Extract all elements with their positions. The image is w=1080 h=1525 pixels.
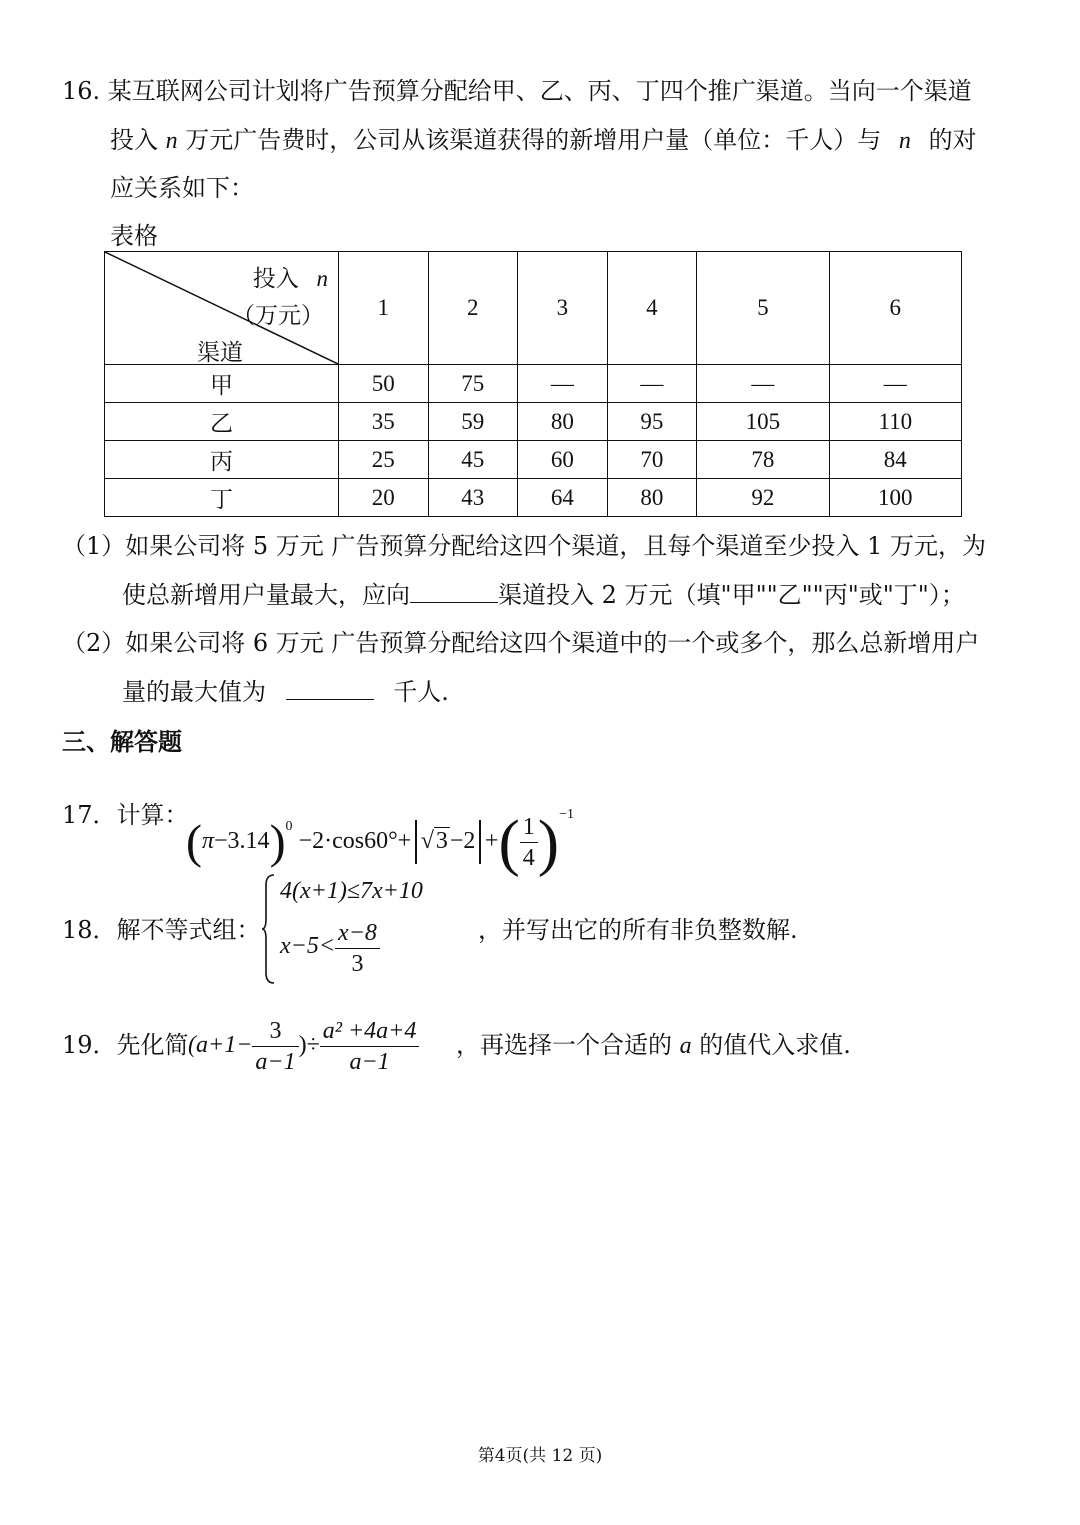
pi-symbol: π xyxy=(201,828,215,854)
corner-label-channel: 渠道 xyxy=(197,340,243,365)
table-row xyxy=(105,403,962,441)
q16-line-2-c: 的对 xyxy=(928,126,977,154)
table-cell: 95 xyxy=(607,403,697,441)
table-cell: 84 xyxy=(829,441,961,479)
q16-line-2-b: 万元广告费时，公司从该渠道获得的新增用户量（单位：千人）与 xyxy=(185,126,882,154)
table-cell: — xyxy=(518,365,608,403)
q16-sub2-line-1: （2）如果公司将 6 万元 广告预算分配给这四个渠道中的一个或多个，那么总新增用户 xyxy=(62,629,980,657)
q16-sub1-line-2-a: 使总新增用户量最大，应向 xyxy=(122,581,410,609)
data-table xyxy=(104,251,962,517)
q16-line-2-a: 投入 xyxy=(110,126,158,154)
q19-tail-a: ，再选择一个合适的 xyxy=(456,1031,672,1059)
q16-sub2-line-2-b: 千人. xyxy=(393,678,449,706)
corner-label-unit: （万元） xyxy=(232,303,324,328)
table-cell: 35 xyxy=(339,403,429,441)
table-cell: 25 xyxy=(339,441,429,479)
row-label: 丙 xyxy=(105,441,339,479)
col-header: 6 xyxy=(829,252,961,365)
table-cell: 110 xyxy=(829,403,961,441)
q19-expression xyxy=(188,1012,419,1078)
abs-bar-right xyxy=(479,820,481,864)
q17-cos-term: −2·cos60°+ xyxy=(298,828,412,854)
paren-open-large: ( xyxy=(498,806,520,878)
q18-inequality-1: 4(x+1)≤7x+10 xyxy=(280,878,423,904)
answer-blank-2[interactable] xyxy=(286,677,374,700)
fraction-x-minus-8-over-3: $\frac{x-8}{3}$ xyxy=(335,918,380,979)
row-label: 丁 xyxy=(105,479,339,517)
table-header-row xyxy=(105,252,962,365)
table-cell: 64 xyxy=(518,479,608,517)
table-cell: 60 xyxy=(518,441,608,479)
table-cell: 78 xyxy=(697,441,829,479)
col-header: 3 xyxy=(518,252,608,365)
fraction-3-over-a-minus-1: $\frac{3}{a-1}$ xyxy=(252,1016,298,1077)
q18-tail: ，并写出它的所有非负整数解. xyxy=(478,916,798,944)
table-cell: 43 xyxy=(428,479,518,517)
q16-line-2 xyxy=(110,125,977,156)
q19-tail-b: 的值代入求值. xyxy=(699,1031,851,1059)
col-header: 5 xyxy=(697,252,829,365)
col-header: 1 xyxy=(339,252,429,365)
table-cell: 100 xyxy=(829,479,961,517)
table-row xyxy=(105,441,962,479)
var-n: n xyxy=(898,128,911,154)
table-cell: 105 xyxy=(697,403,829,441)
var-n: n xyxy=(165,128,178,154)
table-cell: 92 xyxy=(697,479,829,517)
exponent-zero: 0 xyxy=(285,819,293,834)
q16-sub1-line-2-b: 渠道投入 2 万元（填"甲""乙""丙"或"丁"）； xyxy=(498,581,965,609)
table-cell: 70 xyxy=(607,441,697,479)
section-3-title: 三、解答题 xyxy=(62,728,182,756)
page-footer: 第4页(共 12 页) xyxy=(477,1446,603,1466)
table-row xyxy=(105,365,962,403)
q16-sub1-line-1: （1）如果公司将 5 万元 广告预算分配给这四个渠道，且每个渠道至少投入 1 万元，为 xyxy=(62,532,986,560)
table-cell: — xyxy=(607,365,697,403)
answer-blank-1[interactable] xyxy=(410,580,498,603)
exponent-neg-one: −1 xyxy=(559,807,574,822)
q18-inequality-2 xyxy=(280,918,380,979)
q17-minus-314: −3.14 xyxy=(214,828,270,854)
table-cell: 50 xyxy=(339,365,429,403)
q16-sub2-line-2-a: 量的最大值为 xyxy=(122,678,266,706)
corner-label-top: 投入 n xyxy=(252,266,328,291)
var-a: a xyxy=(679,1033,692,1059)
abs-bar-left xyxy=(415,820,417,864)
table-cell: 59 xyxy=(428,403,518,441)
table-cell: 80 xyxy=(607,479,697,517)
q16-sub1-line-2 xyxy=(122,580,965,610)
q18-ineq2-lhs: x−5< xyxy=(280,933,336,959)
q19-close-div: )÷ xyxy=(298,1032,320,1058)
q17-plus: + xyxy=(484,828,499,854)
q17-label: 17．计算： xyxy=(62,801,189,829)
q17-expression xyxy=(186,778,574,878)
q16-line-3: 应关系如下： xyxy=(110,174,254,202)
col-header: 4 xyxy=(607,252,697,365)
table-corner-cell xyxy=(105,252,339,365)
table-cell: — xyxy=(829,365,961,403)
q19-tail xyxy=(456,1030,851,1061)
paren-close-large: ) xyxy=(537,806,560,878)
sqrt-symbol: √ xyxy=(420,828,434,854)
q19-open: (a+1− xyxy=(188,1032,253,1058)
row-label: 甲 xyxy=(105,365,339,403)
col-header: 2 xyxy=(428,252,518,365)
table-caption: 表格 xyxy=(110,222,158,250)
sqrt-radicand: 3 xyxy=(435,828,448,854)
paren-open: ( xyxy=(186,815,202,869)
q19-label: 19．先化简 xyxy=(62,1031,189,1059)
paren-close: ) xyxy=(269,815,286,869)
table-cell: 75 xyxy=(428,365,518,403)
q17-minus-2: −2 xyxy=(449,828,476,854)
brace-icon xyxy=(262,873,276,985)
table-cell: — xyxy=(697,365,829,403)
table-cell: 45 xyxy=(428,441,518,479)
q16-sub2-line-2 xyxy=(122,677,449,707)
fraction-quadratic-over-a-minus-1: $\frac{\text{a² +4a+4}}{a-1}$ xyxy=(320,1016,420,1077)
table-row xyxy=(105,479,962,517)
table-cell: 80 xyxy=(518,403,608,441)
row-label: 乙 xyxy=(105,403,339,441)
q18-label: 18．解不等式组： xyxy=(62,916,261,944)
fraction-one-quarter: $\frac{1}{4}$ xyxy=(520,812,538,873)
table-cell: 20 xyxy=(339,479,429,517)
q16-line-1: 16. 某互联网公司计划将广告预算分配给甲、乙、丙、丁四个推广渠道。当向一个渠道 xyxy=(62,77,972,105)
